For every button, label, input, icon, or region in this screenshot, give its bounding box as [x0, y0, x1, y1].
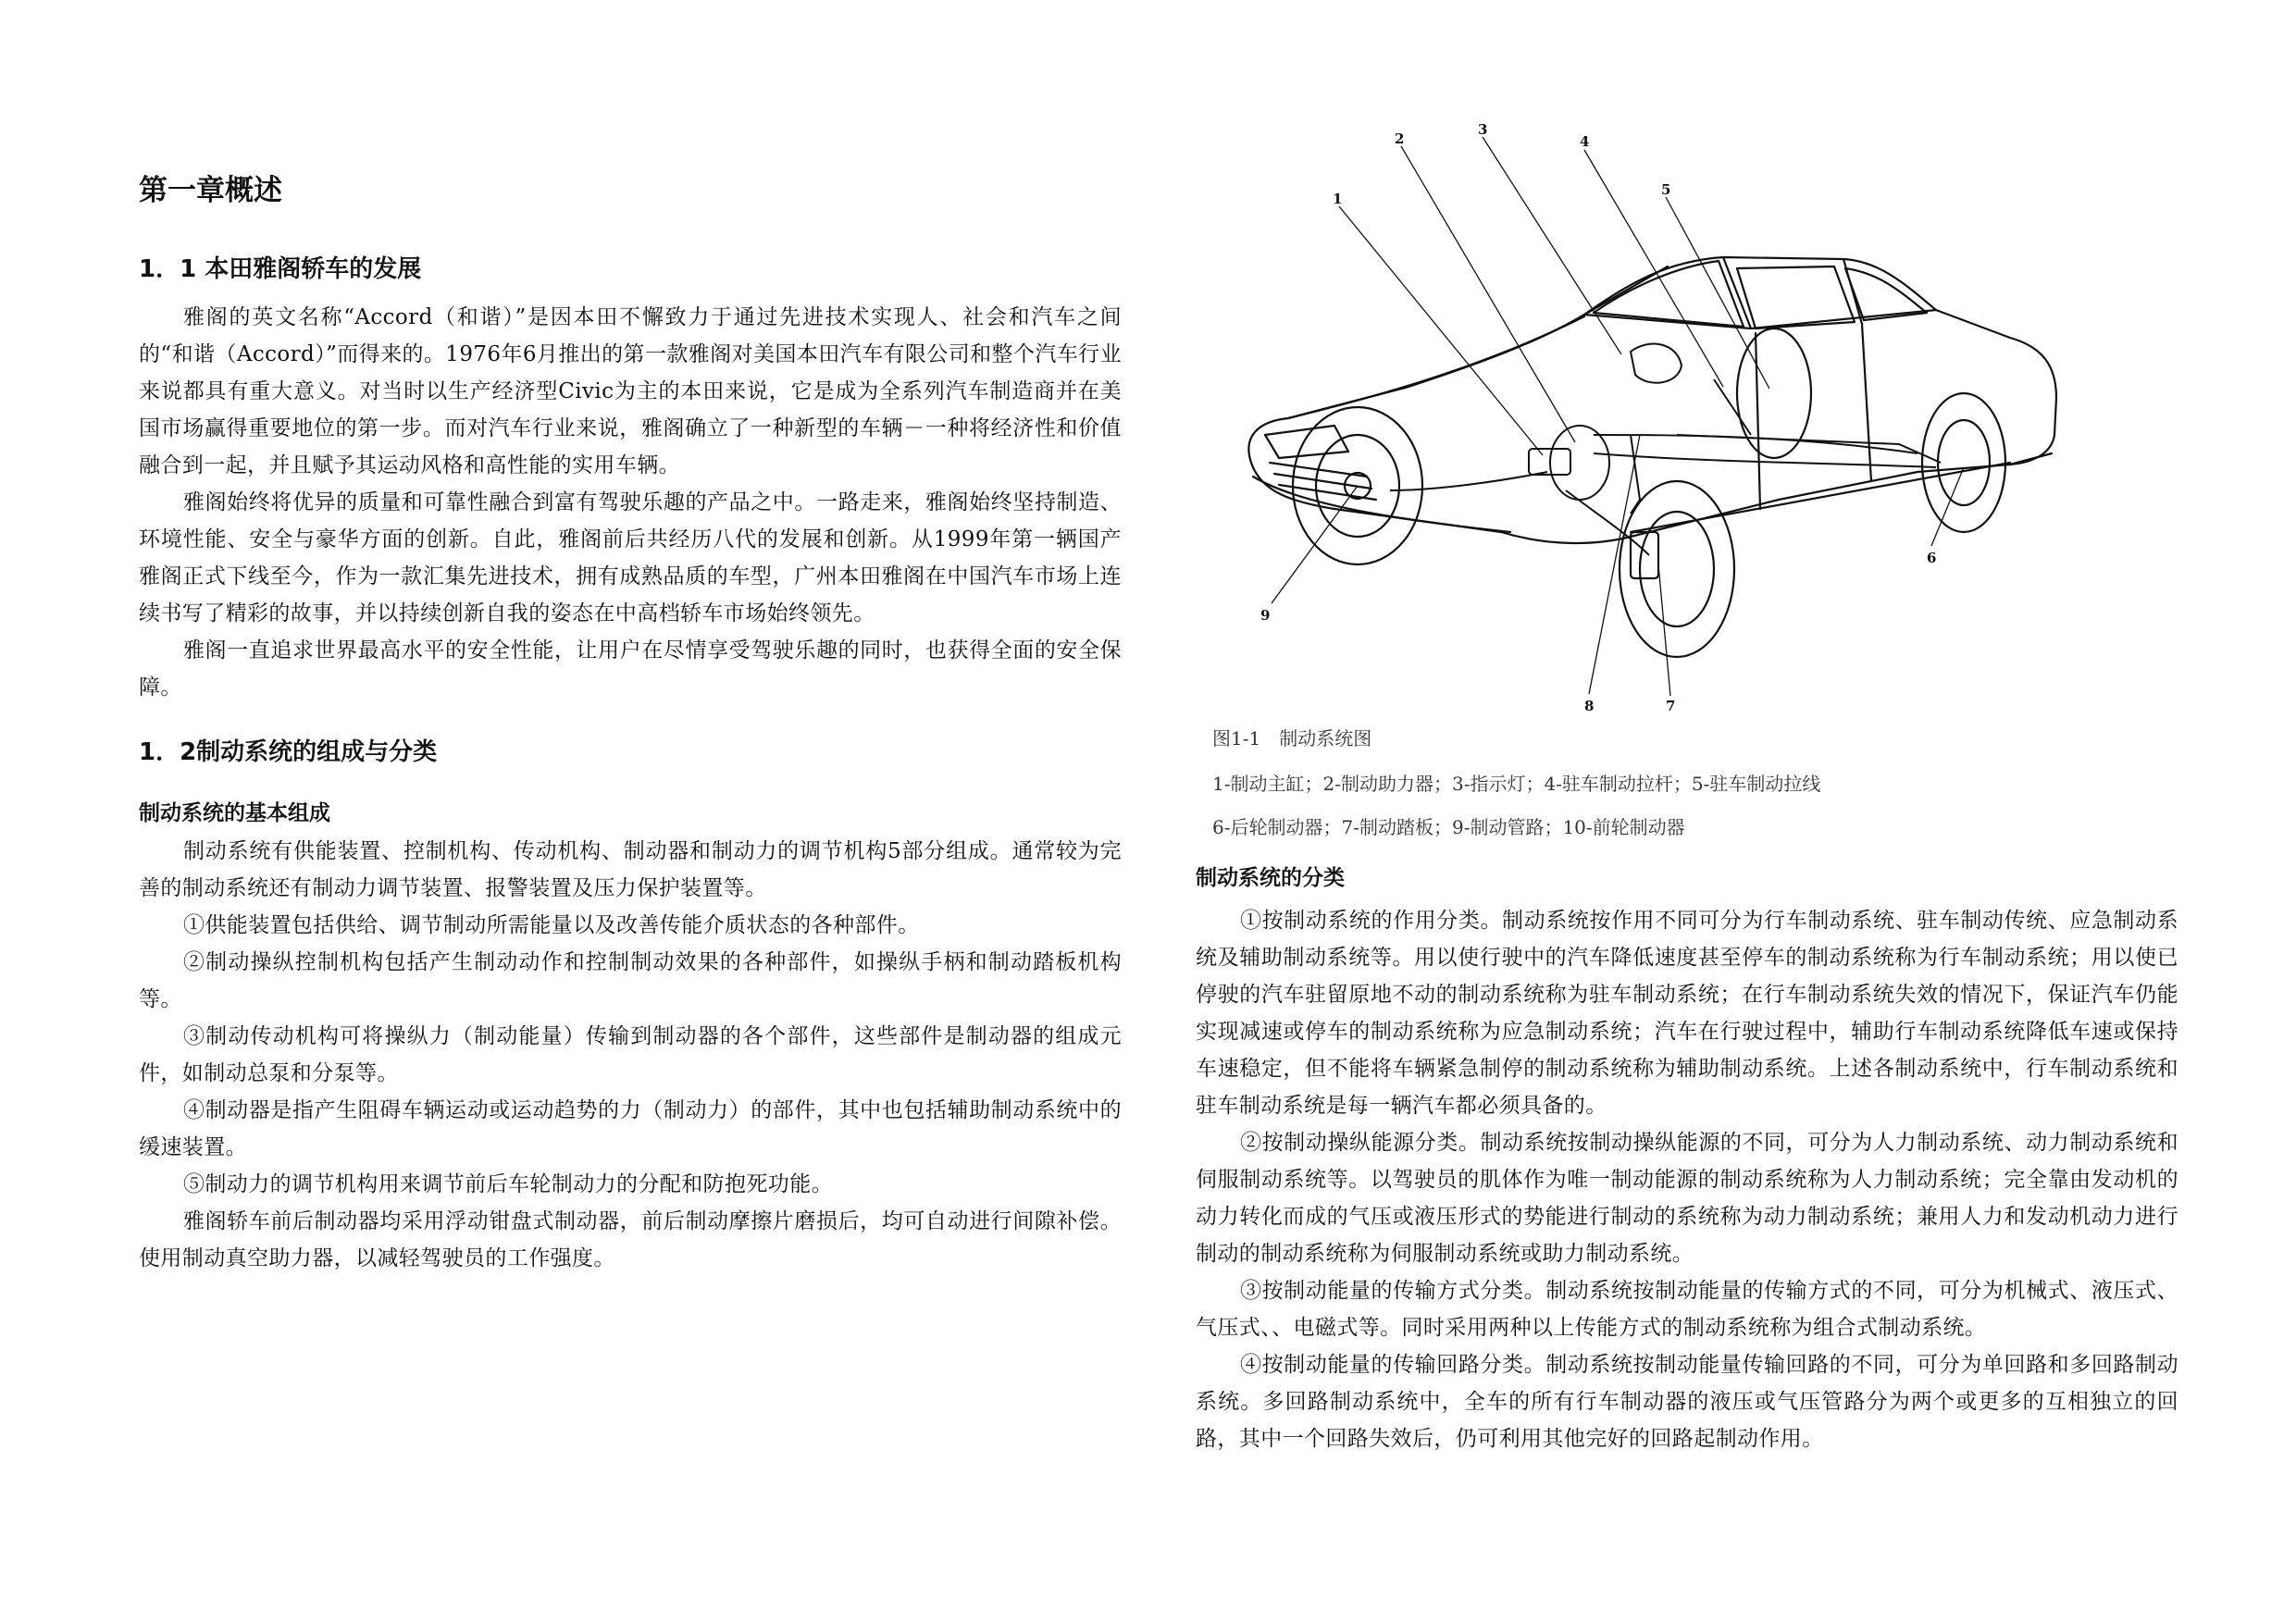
section-2-heading: 1．2制动系统的组成与分类: [139, 738, 438, 766]
section-1-heading: 1．1 本田雅阁轿车的发展: [139, 255, 422, 283]
grille: [1270, 463, 1376, 500]
paragraph: 雅阁一直追求世界最高水平的安全性能，让用户在尽情享受驾驶乐趣的同时，也获得全面的安全保障。: [139, 638, 1122, 700]
parking-lever: [1714, 379, 1751, 435]
paragraph: ③制动传动机构可将操纵力（制动能量）传输到制动器的各个部件，这些部件是制动器的组成元件，如制动总泵和分泵等。: [139, 1024, 1122, 1085]
callout-line-3: [1483, 137, 1621, 354]
paragraph: ⑤制动力的调节机构用来调节前后车轮制动力的分配和防抱死功能。: [183, 1172, 833, 1196]
paragraph: ④按制动能量的传输回路分类。制动系统按制动能量传输回路的不同，可分为单回路和多回路制动系统。多回路制动系统中，全车的所有行车制动器的液压或气压管路分为两个或更多的互相独立的回路，其中一个回路失效后，仍可利用其他完好的回路起制动作用。: [1196, 1353, 2178, 1451]
callout-label-2: 2: [1395, 130, 1405, 147]
callout-line-1: [1339, 206, 1543, 455]
callout-label-5: 5: [1661, 181, 1671, 198]
hood: [1288, 316, 1584, 418]
callout-line-9: [1272, 486, 1358, 603]
brake-lines: [1390, 435, 1936, 555]
chapter-title: 第一章概述: [139, 174, 282, 207]
callout-label-8: 8: [1584, 698, 1595, 714]
front-right-disc: [1640, 512, 1714, 626]
callout-label-4: 4: [1580, 133, 1590, 150]
figure-legend-line-2: 6-后轮制动器；7-制动踏板；9-制动管路；10-前轮制动器: [1212, 816, 1685, 838]
paragraph: ①供能装置包括供给、调节制动所需能量以及改善传能介质状态的各种部件。: [183, 913, 920, 937]
callout-line-6: [1931, 467, 1964, 546]
paragraph: ③按制动能量的传输方式分类。制动系统按制动能量的传输方式的不同，可分为机械式、液压式、气压式、、电磁式等。同时采用两种以上传能方式的制动系统称为组合式制动系统。: [1196, 1279, 2178, 1340]
paragraph: ④制动器是指产生阻碍车辆运动或运动趋势的力（制动力）的部件，其中也包括辅助制动系统中的缓速装置。: [139, 1098, 1122, 1159]
subheading-basic: 制动系统的基本组成: [139, 801, 330, 825]
rear-bumper: [2010, 453, 2052, 465]
rear-right-disc: [1938, 420, 1990, 505]
brake-system-diagram: [1196, 121, 2178, 714]
rocker-panel: [1631, 463, 2010, 532]
figure-title: 图1-1 制动系统图: [1212, 727, 1372, 750]
paragraph: 雅阁轿车前后制动器均采用浮动钳盘式制动器，前后制动摩擦片磨损后，均可自动进行间隙补偿。使用制动真空助力器，以减轻驾驶员的工作强度。: [139, 1209, 1122, 1270]
callout-line-5: [1666, 197, 1769, 389]
paragraph: ②制动操纵控制机构包括产生制动动作和控制制动效果的各种部件，如操纵手柄和制动踏板机构等。: [139, 950, 1122, 1011]
callout-label-3: 3: [1478, 121, 1488, 138]
door-line: [1756, 324, 1871, 509]
callout-line-8: [1589, 435, 1640, 694]
parking-cable: [1677, 435, 1941, 463]
rear-right-wheel: [1922, 393, 2005, 532]
car-body-outline: [1248, 257, 2056, 543]
paragraph: ①按制动系统的作用分类。制动系统按作用不同可分为行车制动系统、驻车制动传统、应急制动系统及辅助制动系统等。用以使行驶中的汽车降低速度甚至停车的制动系统称为行车制动系统；用以使已停驶的汽车驻留原地不动的制动系统称为驻车制动系统；在行车制动系统失效的情况下，保证汽车仍能实现减速或停车的制动系统称为应急制动系统；汽车在行驶过程中，辅助行车制动系统降低车速或保持车速稳定，但不能将车辆紧急制停的制动系统称为辅助制动系统。上述各制动系统中，行车制动系统和驻车制动系统是每一辆汽车都必须具备的。: [1196, 909, 2178, 1118]
callout-line-2: [1401, 146, 1575, 442]
callout-line-4: [1584, 150, 1723, 387]
callout-label-9: 9: [1260, 607, 1271, 624]
callout-label-1: 1: [1333, 191, 1343, 207]
steering-wheel: [1631, 344, 1682, 383]
callout-line-7: [1658, 564, 1670, 696]
paragraph: ②按制动操纵能源分类。制动系统按制动操纵能源的不同，可分为人力制动系统、动力制动系统和伺服制动系统等。以驾驶员的肌体作为唯一制动能源的制动系统称为人力制动系统；完全靠由发动机的动力转化而成的气压或液压形式的势能进行制动的系统称为动力制动系统；兼用人力和发动机动力进行制动的制动系统称为伺服制动系统或助力制动系统。: [1196, 1131, 2178, 1266]
front-right-wheel: [1620, 481, 1734, 657]
callout-label-7: 7: [1666, 698, 1676, 714]
paragraph: 雅阁始终将优异的质量和可靠性融合到富有驾驶乐趣的产品之中。一路走来，雅阁始终坚持制造、环境性能、安全与豪华方面的创新。自此，雅阁前后共经历八代的发展和创新。从1999年第一辆国产雅阁正式下线至今，作为一款汇集先进技术，拥有成熟品质的车型，广州本田雅阁在中国汽车市场上连续书写了精彩的故事，并以持续创新自我的姿态在中高档轿车市场始终领先。: [139, 490, 1122, 626]
figure-legend-line-1: 1-制动主缸；2-制动助力器；3-指示灯；4-驻车制动拉杆；5-驻车制动拉线: [1212, 773, 1821, 795]
callout-label-6: 6: [1927, 550, 1937, 566]
brake-booster: [1550, 426, 1609, 500]
paragraph: 制动系统有供能装置、控制机构、传动机构、制动器和制动力的调节机构5部分组成。通常较为完善的制动系统还有制动力调节装置、报警装置及压力保护装置等。: [139, 839, 1122, 900]
subheading-classification: 制动系统的分类: [1196, 866, 1345, 890]
paragraph: 雅阁的英文名称“Accord（和谐）”是因本田不懈致力于通过先进技术实现人、社会和汽车之间的“和谐（Accord）”而得来的。1976年6月推出的第一款雅阁对美国本田汽车有限公司和整个汽车行业来说都具有重大意义。对当时以生产经济型Civic为主的本田来说，它是成为全系列汽车制造商并在美国市场赢得重要地位的第一步。而对汽车行业来说，雅阁确立了一种新型的车辆－一种将经济性和价值融合到一起，并且赋予其运动风格和高性能的实用车辆。: [139, 305, 1122, 477]
